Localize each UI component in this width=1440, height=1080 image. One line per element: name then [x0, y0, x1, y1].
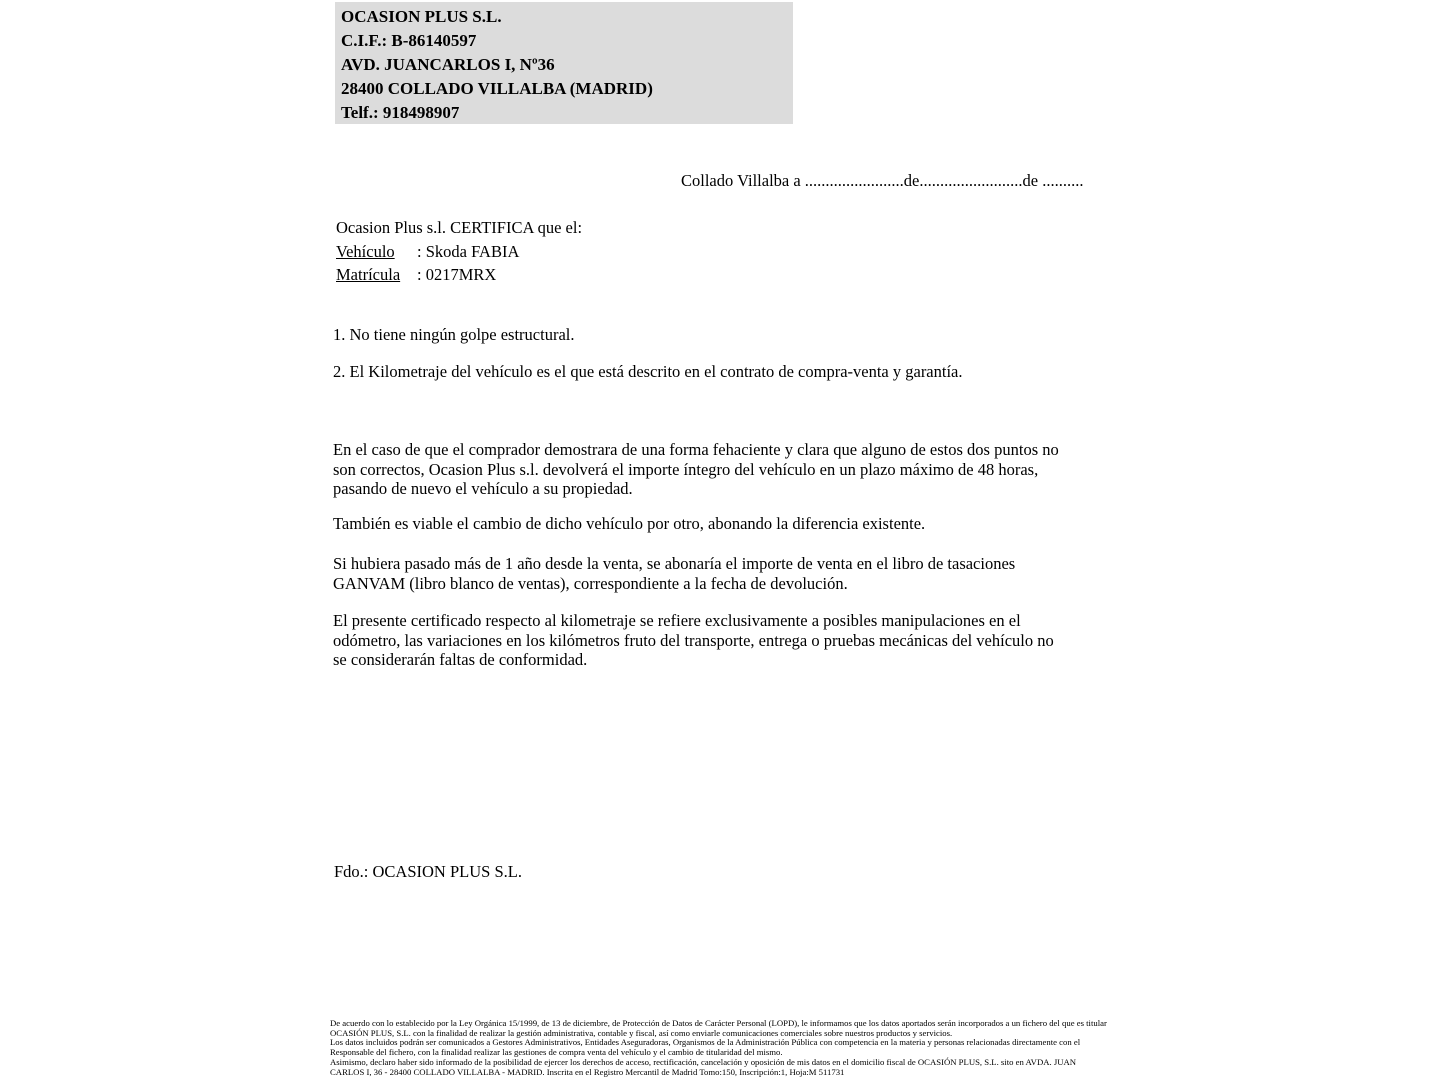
paragraph-exchange: También es viable el cambio de dicho vehículo por otro, abonando la diferencia existente.	[333, 514, 926, 533]
company-phone: Telf.: 918498907	[341, 103, 460, 122]
company-name: OCASION PLUS S.L.	[341, 7, 502, 26]
certify-intro: Ocasion Plus s.l. CERTIFICA que el:	[336, 218, 583, 237]
vehicle-label: Vehículo	[336, 241, 395, 261]
point-1: 1. No tiene ningún golpe estructural.	[333, 325, 575, 344]
point-2: 2. El Kilometraje del vehículo es el que está descrito en el contrato de compra-venta y garantía.	[333, 362, 963, 381]
date-line: Collado Villalba a ........................de.........................de ..........	[681, 171, 1084, 190]
company-address: AVD. JUANCARLOS I, Nº36	[341, 55, 555, 74]
company-cif: C.I.F.: B-86140597	[341, 31, 477, 50]
plate-label: Matrícula	[336, 265, 401, 284]
paragraph-ganvam: Si hubiera pasado más de 1 año desde la venta, se abonaría el importe de venta en el libro de tasaciones GANVAM (libro blanco de ventas), correspondiente a la fecha de devolución.	[333, 554, 1016, 593]
legal-notice: De acuerdo con lo establecido por la Ley Orgánica 15/1999, de 13 de diciembre, de Protección de Datos de Carácter Personal (LOPD), le informamos que los datos aportados serán incorporados a un fichero del que es titular OCASIÓN PLUS, S.L. con la finalidad de realizar la gestión administrativa, contable y fiscal, así como enviarle comunicaciones comerciales sobre nuestros productos y servicios. Los datos incluidos podrán ser comunicados a Gestores Administrativos, Entidades Aseguradoras, Organismos de la Administración Pública con competencia en la materia y personas relacionadas directamente con el Responsable del fichero, con la finalidad realizar las gestiones de compra venta del vehículo y el cambio de titularidad del mismo. Asimismo, declaro haber sido informado de la posibilidad de ejercer los derechos de acceso, rectificación, cancelación y oposición de mis datos en el domicilio fiscal de OCASIÓN PLUS, S.L. sito en AVDA. JUAN CARLOS I, 36 - 28400 COLLADO VILLALBA - MADRID. Inscrita en el Registro Mercantil de Madrid Tomo:150, Inscripción:1, Hoja:M 511731	[330, 1018, 1107, 1077]
vehicle-value: : Skoda FABIA	[417, 241, 520, 261]
certify-block	[336, 216, 582, 287]
plate-value: : 0217MRX	[417, 265, 497, 284]
company-header-box	[335, 2, 793, 124]
paragraph-odometer: El presente certificado respecto al kilometraje se refiere exclusivamente a posibles manipulaciones en el odómetro, las variaciones en los kilómetros fruto del transporte, entrega o pruebas mecánicas del vehículo no se considerarán faltas de conformidad.	[333, 611, 1054, 669]
paragraph-refund: En el caso de que el comprador demostrara de una forma fehaciente y clara que alguno de estos dos puntos no son correctos, Ocasion Plus s.l. devolverá el importe íntegro del vehículo en un plazo máximo de 48 horas, pasando de nuevo el vehículo a su propiedad.	[333, 440, 1059, 498]
signature-line: Fdo.: OCASION PLUS S.L.	[334, 862, 522, 881]
vehicle-row	[336, 240, 582, 264]
company-city: 28400 COLLADO VILLALBA (MADRID)	[341, 79, 653, 98]
plate-row	[336, 263, 582, 287]
